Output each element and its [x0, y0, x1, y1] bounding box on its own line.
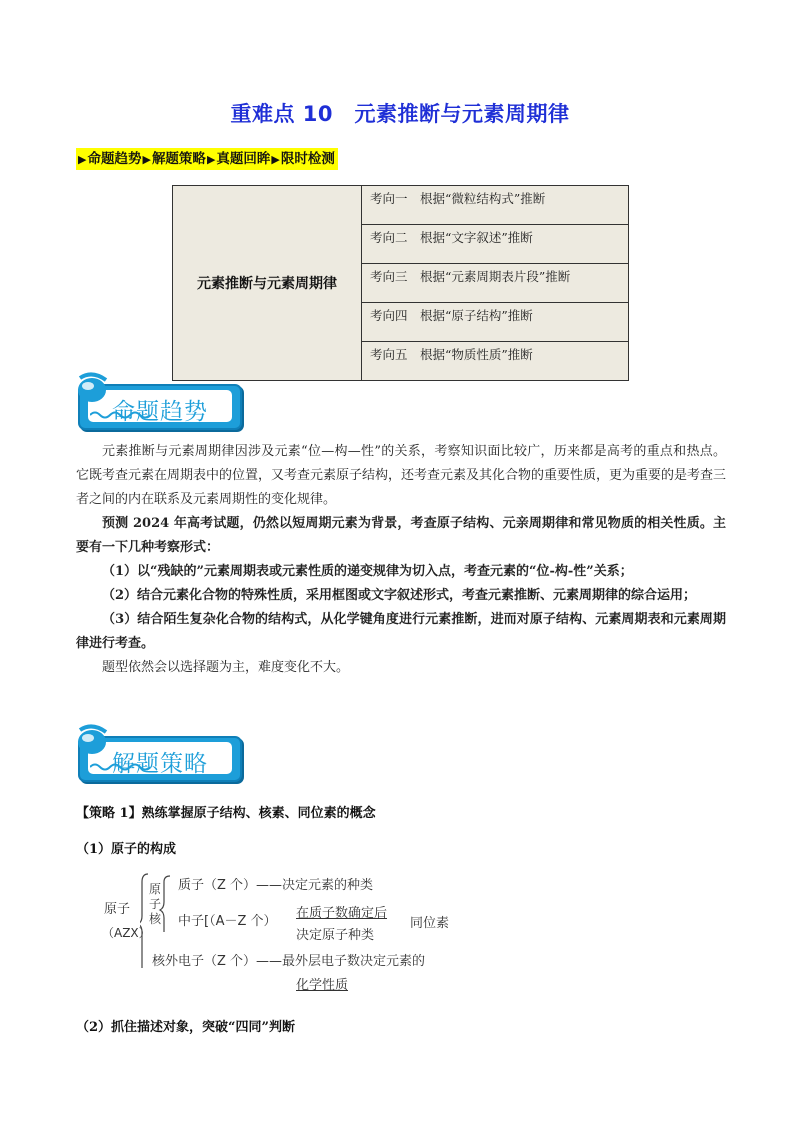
paragraph: 题型依然会以选择题为主，难度变化不大。 [102, 660, 350, 675]
play-arrow-icon: ▶ [78, 153, 87, 166]
paragraph: （1）以“残缺的”元素周期表或元素性质的递变规律为切入点，考查元素的“位-构-性”关系； [102, 564, 633, 579]
topic-item: 考向一 根据“微粒结构式”推断 [362, 186, 629, 225]
nav-item-strategy[interactable]: 解题策略 [151, 151, 206, 167]
play-arrow-icon: ▶ [206, 153, 216, 166]
wave-icon [90, 762, 150, 772]
topic-main-cell: 元素推断与元素周期律 [173, 186, 362, 381]
subheading: （2）抓住描述对象，突破“四同”判断 [76, 1020, 296, 1035]
play-arrow-icon: ▶ [142, 153, 151, 166]
banner-label: 命题趋势 [112, 399, 208, 425]
neutron-condition-b: 决定原子种类 [296, 928, 375, 943]
proton-line: 质子（Z 个）——决定元素的种类 [178, 878, 374, 893]
section-banner-strategy [74, 722, 242, 778]
nav-item-test[interactable]: 限时检测 [280, 151, 335, 167]
atom-label: 原子 [104, 902, 131, 917]
nucleus-label: 原子核 [149, 882, 162, 926]
strategy-heading: 【策略 1】熟练掌握原子结构、核素、同位素的概念 [76, 806, 376, 821]
isotope-label: 同位素 [410, 916, 450, 931]
nav-item-review[interactable]: 真题回眸 [216, 151, 271, 167]
dolphin-logo-icon [74, 370, 114, 406]
dolphin-logo-icon [74, 722, 114, 758]
topic-item: 考向二 根据“文字叙述”推断 [362, 225, 629, 264]
section-banner-trend [74, 370, 242, 426]
atom-structure-diagram [100, 868, 480, 998]
trend-text [76, 440, 726, 680]
paragraph: 元素推断与元素周期律因涉及元素“位—构—性”的关系，考察知识面比较广，历来都是高考的重点和热点。它既考查元素在周期表中的位置，又考查元素原子结构，还考查元素及其化合物的重要性质，更为重要的是考查三者之间的内在联系及元素周期性的变化规律。 [76, 444, 727, 507]
electron-line-2: 化学性质 [296, 978, 349, 993]
paragraph: （2）结合元素化合物的特殊性质，采用框图或文字叙述形式，考查元素推断、元素周期律的综合运用； [102, 588, 697, 603]
topic-item: 考向五 根据“物质性质”推断 [362, 342, 629, 381]
neutron-line: 中子[（A－Z 个） [178, 914, 277, 929]
neutron-condition-a: 在质子数确定后 [296, 906, 388, 921]
play-arrow-icon: ▶ [271, 153, 280, 166]
topic-item: 考向三 根据“元素周期表片段”推断 [362, 264, 629, 303]
electron-line: 核外电子（Z 个）——最外层电子数决定元素的 [152, 954, 426, 969]
wave-icon [90, 410, 150, 420]
topic-table [172, 185, 629, 381]
page-title: 重难点 10 元素推断与元素周期律 [230, 102, 570, 126]
paragraph: （3）结合陌生复杂化合物的结构式，从化学键角度进行元素推断，进而对原子结构、元素周期表和元素周期律进行考查。 [76, 612, 726, 651]
nav-item-trend[interactable]: 命题趋势 [87, 151, 142, 167]
atom-notation: （AZX） [102, 926, 151, 940]
subheading: （1）原子的构成 [76, 842, 177, 857]
topic-item: 考向四 根据“原子结构”推断 [362, 303, 629, 342]
section-nav [76, 148, 338, 170]
paragraph: 预测 2024 年高考试题，仍然以短周期元素为背景，考查原子结构、元亲周期律和常见物质的相关性质。主要有一下几种考察形式： [76, 516, 726, 555]
banner-label: 解题策略 [112, 751, 208, 777]
